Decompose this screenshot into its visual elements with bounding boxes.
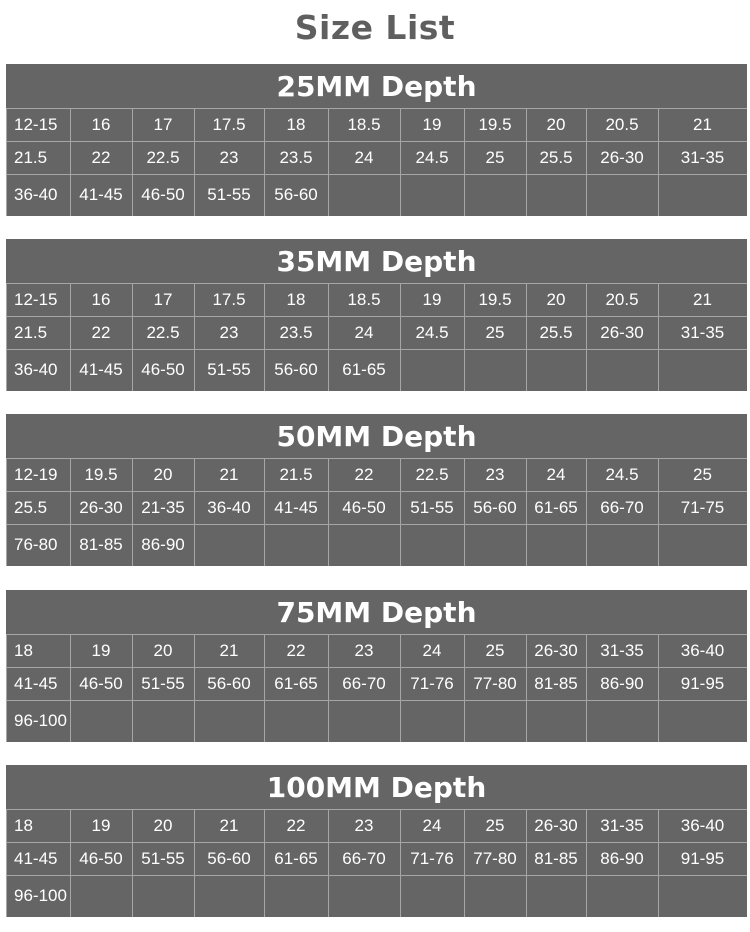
section-heading: 35MM Depth bbox=[276, 244, 477, 278]
size-cell: 17 bbox=[132, 283, 194, 316]
size-cell: 66-70 bbox=[328, 842, 400, 875]
size-table bbox=[6, 108, 747, 216]
size-cell: 41-45 bbox=[264, 491, 328, 524]
size-cell bbox=[264, 524, 328, 566]
size-cell: 21-35 bbox=[132, 491, 194, 524]
size-cell bbox=[526, 349, 586, 391]
size-cell: 23 bbox=[328, 634, 400, 667]
size-cell: 20.5 bbox=[586, 108, 658, 141]
size-cell: 22 bbox=[70, 141, 132, 174]
size-cell: 19 bbox=[400, 108, 464, 141]
size-cell: 26-30 bbox=[526, 809, 586, 842]
size-cell: 17.5 bbox=[194, 283, 264, 316]
size-cell: 20 bbox=[132, 458, 194, 491]
size-cell: 20 bbox=[526, 283, 586, 316]
size-cell: 77-80 bbox=[464, 842, 526, 875]
size-cell bbox=[658, 174, 747, 216]
size-cell: 21 bbox=[194, 634, 264, 667]
size-cell: 36-40 bbox=[194, 491, 264, 524]
table-row bbox=[6, 458, 747, 491]
size-cell bbox=[328, 875, 400, 917]
section-heading: 75MM Depth bbox=[276, 595, 477, 629]
size-cell: 24.5 bbox=[400, 316, 464, 349]
size-cell: 18.5 bbox=[328, 283, 400, 316]
size-cell: 24.5 bbox=[586, 458, 658, 491]
size-cell bbox=[658, 875, 747, 917]
size-cell bbox=[328, 174, 400, 216]
table-row bbox=[6, 491, 747, 524]
size-table bbox=[6, 634, 747, 742]
size-cell: 25 bbox=[464, 141, 526, 174]
size-cell: 19 bbox=[400, 283, 464, 316]
size-cell: 66-70 bbox=[328, 667, 400, 700]
size-cell: 36-40 bbox=[658, 809, 747, 842]
size-cell: 23.5 bbox=[264, 141, 328, 174]
table-row bbox=[6, 174, 747, 216]
size-cell bbox=[194, 700, 264, 742]
size-section bbox=[6, 64, 747, 216]
size-cell: 26-30 bbox=[586, 316, 658, 349]
size-cell: 81-85 bbox=[70, 524, 132, 566]
size-cell: 46-50 bbox=[132, 174, 194, 216]
size-cell: 18 bbox=[264, 108, 328, 141]
size-cell bbox=[526, 174, 586, 216]
size-cell: 19.5 bbox=[464, 283, 526, 316]
table-row bbox=[6, 108, 747, 141]
size-cell bbox=[264, 700, 328, 742]
size-cell bbox=[586, 524, 658, 566]
size-cell bbox=[70, 875, 132, 917]
size-cell: 77-80 bbox=[464, 667, 526, 700]
size-cell: 41-45 bbox=[70, 349, 132, 391]
table-row bbox=[6, 809, 747, 842]
section-heading: 100MM Depth bbox=[266, 770, 487, 804]
size-cell: 21 bbox=[194, 458, 264, 491]
table-row bbox=[6, 700, 747, 742]
size-cell: 26-30 bbox=[526, 634, 586, 667]
size-cell: 23.5 bbox=[264, 316, 328, 349]
size-cell bbox=[132, 700, 194, 742]
size-cell: 25.5 bbox=[526, 141, 586, 174]
size-cell: 81-85 bbox=[526, 842, 586, 875]
size-section bbox=[6, 239, 747, 391]
size-cell: 81-85 bbox=[526, 667, 586, 700]
size-cell bbox=[526, 875, 586, 917]
size-cell: 17 bbox=[132, 108, 194, 141]
section-heading: 50MM Depth bbox=[276, 419, 477, 453]
size-cell: 25.5 bbox=[6, 491, 70, 524]
size-cell: 18 bbox=[6, 809, 70, 842]
size-cell: 46-50 bbox=[328, 491, 400, 524]
size-table bbox=[6, 283, 747, 391]
size-cell: 24 bbox=[328, 316, 400, 349]
size-cell: 24.5 bbox=[400, 141, 464, 174]
size-cell: 12-15 bbox=[6, 108, 70, 141]
size-cell: 19.5 bbox=[70, 458, 132, 491]
size-cell bbox=[400, 349, 464, 391]
size-cell: 21 bbox=[658, 108, 747, 141]
size-cell: 56-60 bbox=[194, 667, 264, 700]
size-cell bbox=[400, 875, 464, 917]
size-cell: 22.5 bbox=[132, 141, 194, 174]
size-cell bbox=[464, 174, 526, 216]
size-cell: 25 bbox=[464, 809, 526, 842]
size-cell bbox=[526, 700, 586, 742]
size-cell: 26-30 bbox=[70, 491, 132, 524]
size-cell bbox=[194, 524, 264, 566]
table-row bbox=[6, 283, 747, 316]
size-section bbox=[6, 590, 747, 742]
table-row bbox=[6, 667, 747, 700]
size-cell: 61-65 bbox=[328, 349, 400, 391]
size-cell bbox=[464, 875, 526, 917]
size-cell bbox=[70, 700, 132, 742]
size-cell: 21 bbox=[658, 283, 747, 316]
size-cell bbox=[586, 349, 658, 391]
size-cell: 61-65 bbox=[526, 491, 586, 524]
size-cell: 16 bbox=[70, 108, 132, 141]
size-cell: 18.5 bbox=[328, 108, 400, 141]
size-cell: 71-75 bbox=[658, 491, 747, 524]
size-cell: 22.5 bbox=[132, 316, 194, 349]
size-section bbox=[6, 765, 747, 917]
size-cell: 66-70 bbox=[586, 491, 658, 524]
table-row bbox=[6, 316, 747, 349]
size-cell: 46-50 bbox=[70, 842, 132, 875]
size-cell: 36-40 bbox=[6, 174, 70, 216]
size-cell: 23 bbox=[464, 458, 526, 491]
size-cell: 71-76 bbox=[400, 842, 464, 875]
size-cell: 16 bbox=[70, 283, 132, 316]
size-cell bbox=[658, 524, 747, 566]
size-table bbox=[6, 809, 747, 917]
size-cell: 23 bbox=[328, 809, 400, 842]
size-cell: 86-90 bbox=[586, 667, 658, 700]
table-row bbox=[6, 842, 747, 875]
size-cell: 51-55 bbox=[400, 491, 464, 524]
size-cell: 36-40 bbox=[6, 349, 70, 391]
size-cell: 19.5 bbox=[464, 108, 526, 141]
size-cell: 46-50 bbox=[70, 667, 132, 700]
size-cell: 96-100 bbox=[6, 700, 70, 742]
size-cell bbox=[586, 174, 658, 216]
size-cell: 17.5 bbox=[194, 108, 264, 141]
size-cell: 22 bbox=[70, 316, 132, 349]
size-cell: 51-55 bbox=[194, 174, 264, 216]
size-cell: 91-95 bbox=[658, 667, 747, 700]
size-cell: 19 bbox=[70, 809, 132, 842]
size-cell: 12-19 bbox=[6, 458, 70, 491]
size-cell: 18 bbox=[6, 634, 70, 667]
size-cell: 31-35 bbox=[658, 141, 747, 174]
size-cell bbox=[464, 524, 526, 566]
size-cell: 71-76 bbox=[400, 667, 464, 700]
section-heading: 25MM Depth bbox=[276, 69, 477, 103]
size-cell bbox=[264, 875, 328, 917]
size-cell: 31-35 bbox=[586, 634, 658, 667]
size-cell bbox=[464, 349, 526, 391]
size-cell: 25 bbox=[658, 458, 747, 491]
size-cell: 56-60 bbox=[194, 842, 264, 875]
size-cell bbox=[194, 875, 264, 917]
size-cell: 31-35 bbox=[658, 316, 747, 349]
size-cell bbox=[400, 700, 464, 742]
size-cell: 86-90 bbox=[132, 524, 194, 566]
size-cell: 25 bbox=[464, 634, 526, 667]
size-cell bbox=[586, 700, 658, 742]
page-title: Size List bbox=[294, 8, 456, 47]
size-cell: 20 bbox=[526, 108, 586, 141]
size-cell: 56-60 bbox=[264, 349, 328, 391]
size-cell: 21.5 bbox=[6, 316, 70, 349]
size-cell: 56-60 bbox=[264, 174, 328, 216]
size-cell: 56-60 bbox=[464, 491, 526, 524]
size-cell: 31-35 bbox=[586, 809, 658, 842]
size-cell bbox=[464, 700, 526, 742]
size-cell: 25.5 bbox=[526, 316, 586, 349]
size-cell: 12-15 bbox=[6, 283, 70, 316]
size-cell: 86-90 bbox=[586, 842, 658, 875]
size-cell: 76-80 bbox=[6, 524, 70, 566]
size-cell: 21 bbox=[194, 809, 264, 842]
size-cell: 36-40 bbox=[658, 634, 747, 667]
table-row bbox=[6, 524, 747, 566]
size-cell: 20 bbox=[132, 634, 194, 667]
size-cell bbox=[132, 875, 194, 917]
size-section bbox=[6, 414, 747, 566]
size-cell bbox=[526, 524, 586, 566]
size-cell: 20.5 bbox=[586, 283, 658, 316]
size-cell bbox=[658, 700, 747, 742]
size-cell: 22 bbox=[264, 634, 328, 667]
size-cell: 24 bbox=[400, 809, 464, 842]
size-cell: 20 bbox=[132, 809, 194, 842]
size-cell: 19 bbox=[70, 634, 132, 667]
size-cell: 21.5 bbox=[264, 458, 328, 491]
size-cell: 26-30 bbox=[586, 141, 658, 174]
size-cell: 96-100 bbox=[6, 875, 70, 917]
size-cell: 18 bbox=[264, 283, 328, 316]
table-row bbox=[6, 349, 747, 391]
size-cell: 61-65 bbox=[264, 842, 328, 875]
size-cell bbox=[400, 524, 464, 566]
size-table bbox=[6, 458, 747, 566]
size-cell: 51-55 bbox=[194, 349, 264, 391]
size-cell bbox=[328, 700, 400, 742]
size-cell: 22 bbox=[328, 458, 400, 491]
size-cell: 22 bbox=[264, 809, 328, 842]
table-row bbox=[6, 875, 747, 917]
size-cell: 51-55 bbox=[132, 842, 194, 875]
size-cell: 23 bbox=[194, 316, 264, 349]
size-cell: 41-45 bbox=[70, 174, 132, 216]
table-row bbox=[6, 634, 747, 667]
size-cell: 24 bbox=[526, 458, 586, 491]
size-cell bbox=[586, 875, 658, 917]
size-cell: 22.5 bbox=[400, 458, 464, 491]
size-cell bbox=[328, 524, 400, 566]
table-row bbox=[6, 141, 747, 174]
size-cell: 23 bbox=[194, 141, 264, 174]
size-cell: 91-95 bbox=[658, 842, 747, 875]
size-cell: 51-55 bbox=[132, 667, 194, 700]
size-cell: 25 bbox=[464, 316, 526, 349]
size-cell: 24 bbox=[400, 634, 464, 667]
size-cell: 61-65 bbox=[264, 667, 328, 700]
size-cell: 21.5 bbox=[6, 141, 70, 174]
size-cell: 24 bbox=[328, 141, 400, 174]
size-cell bbox=[400, 174, 464, 216]
size-cell bbox=[658, 349, 747, 391]
size-cell: 41-45 bbox=[6, 842, 70, 875]
size-cell: 46-50 bbox=[132, 349, 194, 391]
size-cell: 41-45 bbox=[6, 667, 70, 700]
